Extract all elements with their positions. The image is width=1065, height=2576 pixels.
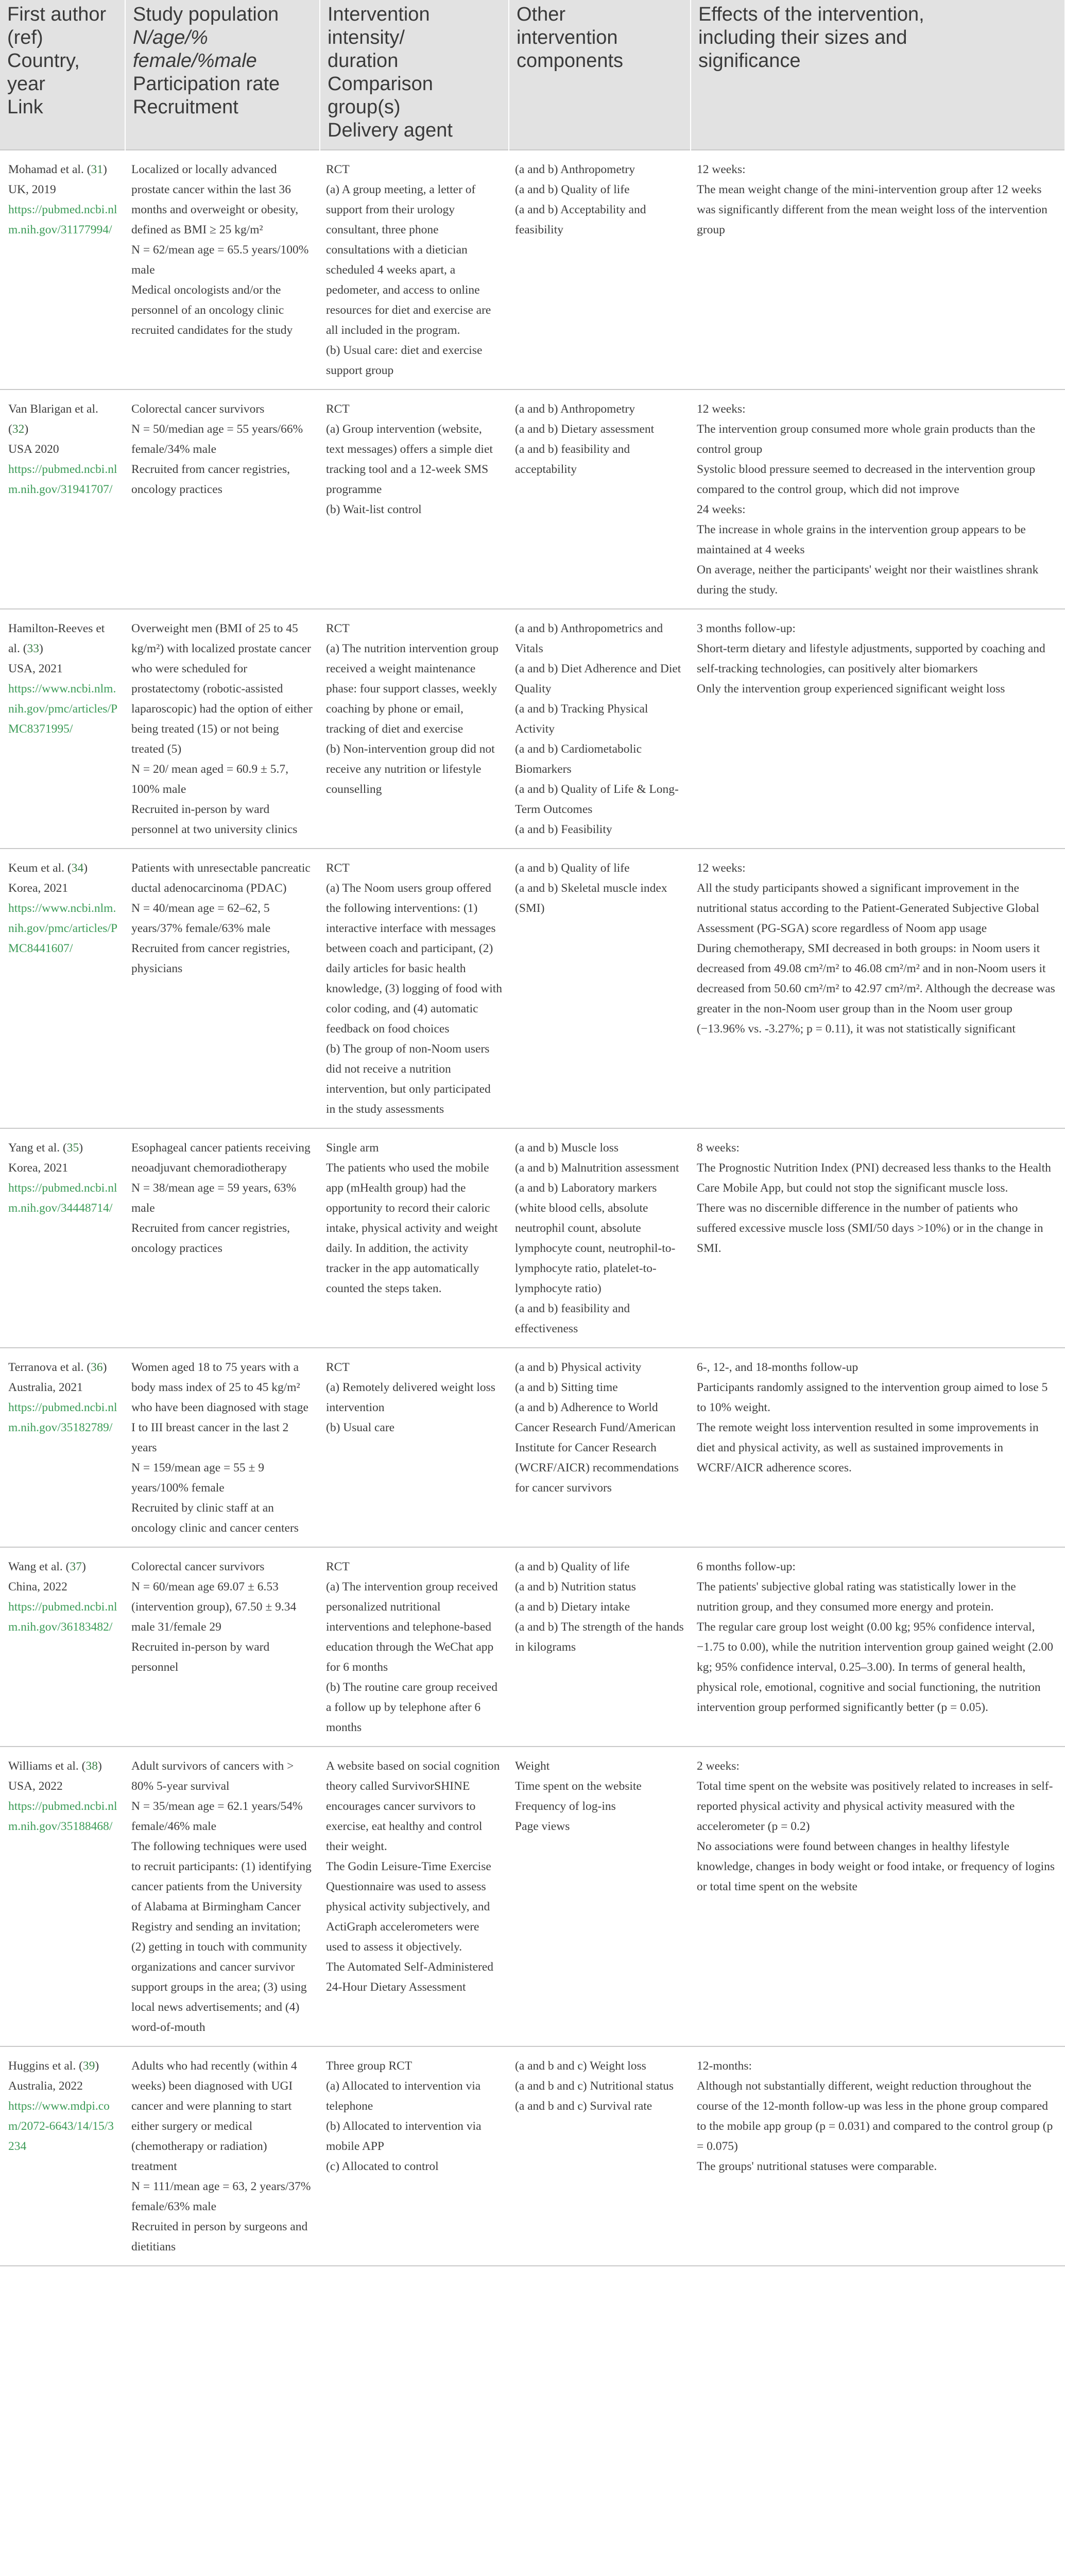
effect-text: 8 weeks: [697,1141,740,1155]
cell-intervention [320,389,509,609]
effect-text: The regular care group lost weight (0.00 kg; 95% confidence interval, −1.75 to 0.00), while the nutrition intervention group gained weight (2.00 kg; 95% confidence interval, 0.25–3.00). In terms of general health, physical role, emotional, cognitive and social functioning, the nutrition intervention group performed significantly better (p = 0.05). [697,1620,1054,1714]
cell-effects [691,1348,1065,1547]
population-text: N = 111/mean age = 63, 2 years/37% female/63% male [131,2180,311,2213]
cell-components [509,849,691,1128]
header-author-country-link [0,0,125,150]
cell-population [125,609,320,849]
effect-text: Systolic blood pressure seemed to decreased in the intervention group compared to the control group, which did not improve [697,463,1036,496]
component-item: (a and b) Tracking Physical Activity [515,702,648,736]
intervention-text: The patients who used the mobile app (mHealth group) had the opportunity to record their caloric intake, physical activity and weight daily. In addition, the activity tracker in the app automatically counted the steps taken. [326,1161,498,1295]
effect-text: The increase in whole grains in the intervention group appears to be maintained at 4 weeks [697,523,1026,556]
study-link[interactable]: https://www.ncbi.nlm.nih.gov/pmc/articles/PMC8371995/ [8,682,118,736]
reference-link[interactable]: 37 [70,1560,82,1573]
table-row [0,2046,1065,2266]
author-name: Terranova et al. ( [8,1361,91,1374]
table-body [0,150,1065,2266]
header-text: Effects of the intervention, [698,4,924,25]
population-text: N = 159/mean age = 55 ± 9 years/100% female [131,1461,265,1495]
cell-intervention [320,2046,509,2266]
component-item: (a and b) Dietary assessment [515,422,655,436]
intervention-text: (a) A group meeting, a letter of support from their urology consultant, three phone consultations with a dietician scheduled 4 weeks apart, a pedometer, and access to online resources for diet and exercise are all included in the program. [326,183,491,337]
intervention-text: The Godin Leisure-Time Exercise Questionnaire was used to assess physical activity subjectively, and ActiGraph accelerometers were used to assess it objectively. [326,1860,491,1954]
intervention-text: (a) The intervention group received personalized nutritional interventions and telephone-based education through the WeChat app for 6 months [326,1580,498,1674]
cell-population [125,1747,320,2046]
header-text: duration Comparison [328,50,433,95]
cell-author [0,2046,125,2266]
study-link[interactable]: https://pubmed.ncbi.nlm.nih.gov/31941707/ [8,463,117,496]
reference-link[interactable]: 34 [71,861,84,875]
header-text: First author (ref) [7,4,107,48]
effect-text: Only the intervention group experienced significant weight loss [697,682,1005,696]
table-row [0,150,1065,389]
intervention-text: (c) Allocated to control [326,2160,439,2173]
author-close-paren: ) [103,163,107,176]
author-line [8,1138,119,1158]
component-item: (a and b) Adherence to World Cancer Research Fund/American Institute for Cancer Research (WCRF/AICR) recommendations for cancer survivors [515,1401,679,1495]
population-text: Recruited in-person by ward personnel [131,1640,270,1674]
header-text: Study population [133,4,279,25]
study-link[interactable]: https://www.mdpi.com/2072-6643/14/15/3234 [8,2099,114,2153]
population-text: Recruited in-person by ward personnel at two university clinics [131,803,298,836]
country-year: Korea, 2021 [8,1161,68,1175]
cell-components [509,1348,691,1547]
cell-author [0,609,125,849]
country-year: Australia, 2022 [8,2079,83,2093]
table-header [0,0,1065,150]
header-text: Recruitment [133,96,238,118]
intervention-text: (b) The group of non-Noom users did not receive a nutrition intervention, but only participated in the study assessments [326,1042,491,1116]
header-text: components [517,50,624,72]
header-intervention [320,0,509,150]
component-item: (a and b) Quality of life [515,861,630,875]
cell-effects [691,609,1065,849]
population-text: Colorectal cancer survivors [131,402,265,416]
study-link[interactable]: https://pubmed.ncbi.nlm.nih.gov/35188468/ [8,1800,117,1833]
reference-link[interactable]: 36 [91,1361,103,1374]
component-item: (a and b) Dietary intake [515,1600,630,1614]
effect-text: On average, neither the participants' weight nor their waistlines shrank during the study. [697,563,1039,597]
effect-text: 3 months follow-up: [697,622,796,635]
cell-population [125,150,320,389]
header-text: N/age/% [133,27,208,48]
intervention-text: RCT [326,622,350,635]
author-line [8,2056,119,2076]
reference-link[interactable]: 33 [27,642,40,655]
effect-text: 6 months follow-up: [697,1560,796,1573]
effect-text: The patients' subjective global rating was statistically lower in the nutrition group, and they consumed more energy and protein. [697,1580,1016,1614]
population-text: N = 20/ mean aged = 60.9 ± 5.7, 100% male [131,762,289,796]
population-text: N = 60/mean age 69.07 ± 6.53 (intervention group), 67.50 ± 9.34 male 31/female 29 [131,1580,297,1634]
intervention-text: (a) Remotely delivered weight loss intervention [326,1381,495,1414]
author-close-paren: ) [102,1361,107,1374]
component-item: (a and b and c) Nutritional status [515,2079,674,2093]
author-name: Yang et al. ( [8,1141,67,1155]
table-row [0,1747,1065,2046]
country-year: China, 2022 [8,1580,67,1594]
effect-text: The intervention group consumed more whole grain products than the control group [697,422,1036,456]
effect-text: There was no discernible difference in the number of patients who suffered excessive muscle loss (SMI/50 days >10%) or in the change in SMI. [697,1201,1043,1255]
population-text: N = 62/mean age = 65.5 years/100% male [131,243,309,277]
intervention-text: RCT [326,1560,350,1573]
intervention-text: (a) The nutrition intervention group received a weight maintenance phase: four support classes, weekly coaching by phone or email, tracking of diet and exercise [326,642,499,736]
table-row [0,1128,1065,1348]
cell-components [509,150,691,389]
country-year: Australia, 2021 [8,1381,83,1394]
cell-population [125,1348,320,1547]
component-item: (a and b) Sitting time [515,1381,618,1394]
population-text: Patients with unresectable pancreatic ductal adenocarcinoma (PDAC) [131,861,311,895]
cell-author [0,1547,125,1747]
cell-effects [691,1128,1065,1348]
cell-population [125,389,320,609]
population-text: Recruited from cancer registries, oncology practices [131,463,290,496]
author-name: Keum et al. ( [8,861,72,875]
author-line [8,1756,119,1776]
header-text: Participation rate [133,73,280,95]
author-line [8,399,119,439]
country-year: UK, 2019 [8,183,56,196]
cell-intervention [320,1747,509,2046]
intervention-text: (a) Allocated to intervention via telephone [326,2079,481,2113]
cell-intervention [320,150,509,389]
author-name: Huggins et al. ( [8,2059,83,2073]
component-item: (a and b) Anthropometry [515,163,635,176]
intervention-text: (b) The routine care group received a follow up by telephone after 6 months [326,1681,497,1734]
table-row [0,849,1065,1128]
author-close-paren: ) [95,2059,99,2073]
study-link[interactable]: https://www.ncbi.nlm.nih.gov/pmc/articles/PMC8441607/ [8,902,118,955]
population-text: Adult survivors of cancers with > 80% 5-year survival [131,1759,294,1793]
effect-text: Participants randomly assigned to the intervention group aimed to lose 5 to 10% weight. [697,1381,1048,1414]
effect-text: The groups' nutritional statuses were comparable. [697,2160,937,2173]
component-item: (a and b) The strength of the hands in kilograms [515,1620,684,1654]
intervention-text: RCT [326,402,350,416]
header-text: group(s) [328,96,401,118]
cell-components [509,609,691,849]
cell-author [0,1747,125,2046]
population-text: N = 40/mean age = 62–62, 5 years/37% female/63% male [131,902,271,935]
component-item: (a and b) Anthropometrics and Vitals [515,622,663,655]
population-text: Women aged 18 to 75 years with a body mass index of 25 to 45 kg/m² who have been diagnosed with stage I to III breast cancer in the last 2 years [131,1361,308,1454]
effect-text: 12 weeks: [697,402,746,416]
cell-intervention [320,1547,509,1747]
intervention-text: (b) Usual care [326,1421,395,1434]
header-effects [691,0,1065,150]
header-text: Intervention intensity/ [328,4,430,48]
component-item: (a and b) feasibility and effectiveness [515,1302,630,1335]
effect-text: 12-months: [697,2059,752,2073]
author-close-paren: ) [39,642,43,655]
country-year: Korea, 2021 [8,882,68,895]
intervention-text: RCT [326,861,350,875]
cell-components [509,2046,691,2266]
author-close-paren: ) [79,1141,83,1155]
intervention-text: (b) Non-intervention group did not receive any nutrition or lifestyle counselling [326,742,495,796]
header-study-population [125,0,320,150]
cell-effects [691,389,1065,609]
reference-link[interactable]: 32 [12,422,25,436]
population-text: Recruited in person by surgeons and dietitians [131,2220,308,2253]
population-text: The following techniques were used to recruit participants: (1) identifying cancer patients from the University of Alabama at Birmingham Cancer Registry and sending an invitation; (2) getting in touch with community organizations and cancer survivor support groups in the area; (3) using local news advertisements; and (4) word-of-mouth [131,1840,312,2034]
study-link[interactable]: https://pubmed.ncbi.nlm.nih.gov/34448714/ [8,1181,117,1215]
effect-text: All the study participants showed a significant improvement in the nutritional status according to the Patient-Generated Subjective Global Assessment (PG-SGA) score regardless of Noom app usage [697,882,1039,935]
intervention-text: Single arm [326,1141,379,1155]
header-text: Link [7,96,43,118]
component-item: (a and b) Quality of life [515,1560,630,1573]
cell-intervention [320,849,509,1128]
cell-population [125,1128,320,1348]
component-item: (a and b) Malnutrition assessment [515,1161,679,1175]
component-item: (a and b) Muscle loss [515,1141,619,1155]
author-line [8,1358,119,1378]
component-item: (a and b) Laboratory markers (white blood cells, absolute neutrophil count, absolute lymphocyte count, neutrophil-to-lymphocyte ratio, platelet-to-lymphocyte ratio) [515,1181,676,1295]
intervention-text: (a) Group intervention (website, text messages) offers a simple diet tracking tool and a 12-week SMS programme [326,422,493,496]
component-item: (a and b) Diet Adherence and Diet Quality [515,662,681,696]
cell-effects [691,150,1065,389]
component-item: (a and b) feasibility and acceptability [515,443,630,476]
header-text: Delivery agent [328,120,453,141]
effect-text: Although not substantially different, weight reduction throughout the course of the 12-month follow-up was less in the phone group compared to the mobile app group (p = 0.031) and compared to the control group (p = 0.075) [697,2079,1053,2153]
cell-intervention [320,1348,509,1547]
effect-text: The remote weight loss intervention resulted in some improvements in diet and physical activity, as well as sustained improvements in WCRF/AICR adherence scores. [697,1421,1039,1475]
author-line [8,1557,119,1577]
cell-components [509,1128,691,1348]
reference-link[interactable]: 38 [85,1759,98,1773]
component-item: Time spent on the website [515,1780,642,1793]
population-text: Overweight men (BMI of 25 to 45 kg/m²) with localized prostate cancer who were scheduled for prostatectomy (robotic-assisted laparoscopic) had the option of either being treated (15) or not being treated (5) [131,622,313,756]
effect-text: 6-, 12-, and 18-months follow-up [697,1361,858,1374]
cell-effects [691,849,1065,1128]
header-text: significance [698,50,801,72]
population-text: Medical oncologists and/or the personnel of an oncology clinic recruited candidates for the study [131,283,293,337]
table-row [0,609,1065,849]
component-item: (a and b) Physical activity [515,1361,642,1374]
effect-text: Short-term dietary and lifestyle adjustments, supported by coaching and self-tracking technologies, can positively alter biomarkers [697,642,1045,675]
effect-text: 12 weeks: [697,861,746,875]
cell-intervention [320,609,509,849]
population-text: N = 38/mean age = 59 years, 63% male [131,1181,297,1215]
component-item: (a and b and c) Survival rate [515,2099,652,2113]
header-text: Country, year [7,50,80,95]
component-item: (a and b) Acceptability and feasibility [515,203,646,236]
effect-text: 12 weeks: [697,163,746,176]
population-text: Colorectal cancer survivors [131,1560,265,1573]
effect-text: The Prognostic Nutrition Index (PNI) decreased less thanks to the Health Care Mobile App, but could not stop the significant muscle loss. [697,1161,1051,1195]
intervention-text: (b) Usual care: diet and exercise support group [326,344,483,377]
header-text: intervention [517,27,618,48]
cell-components [509,1547,691,1747]
cell-components [509,389,691,609]
component-item: (a and b) Feasibility [515,823,612,836]
component-item: (a and b and c) Weight loss [515,2059,646,2073]
cell-author [0,150,125,389]
cell-author [0,849,125,1128]
intervention-text: RCT [326,163,350,176]
population-text: Adults who had recently (within 4 weeks) been diagnosed with UGI cancer and were planning to start either surgery or medical (chemotherapy or radiation) treatment [131,2059,297,2173]
population-text: Recruited from cancer registries, oncology practices [131,1222,290,1255]
author-line [8,858,119,878]
population-text: Localized or locally advanced prostate cancer within the last 36 months and overweight or obesity, defined as BMI ≥ 25 kg/m² [131,163,299,236]
effect-text: 24 weeks: [697,503,746,516]
country-year: USA 2020 [8,443,59,456]
cell-population [125,1547,320,1747]
cell-effects [691,2046,1065,2266]
header-row [0,0,1065,150]
component-item: (a and b) Quality of life [515,183,630,196]
population-text: Esophageal cancer patients receiving neoadjuvant chemoradiotherapy [131,1141,311,1175]
cell-author [0,1128,125,1348]
intervention-text: (a) The Noom users group offered the following interventions: (1) interactive interface with messages between coach and participant, (2) daily articles for basic health knowledge, (3) logging of food with color coding, and (4) automatic feedback on food choices [326,882,503,1036]
cell-intervention [320,1128,509,1348]
country-year: USA, 2022 [8,1780,63,1793]
intervention-text: A website based on social cognition theory called SurvivorSHINE encourages cancer survivors to exercise, eat healthy and control their weight. [326,1759,500,1853]
cell-author [0,1348,125,1547]
cell-population [125,849,320,1128]
population-text: N = 35/mean age = 62.1 years/54% female/46% male [131,1800,303,1833]
reference-link[interactable]: 31 [91,163,104,176]
header-text: female/%male [133,50,257,72]
component-item: (a and b) Quality of Life & Long-Term Outcomes [515,783,679,816]
effect-text: 2 weeks: [697,1759,740,1773]
cell-effects [691,1547,1065,1747]
intervention-text: RCT [326,1361,350,1374]
study-link[interactable]: https://pubmed.ncbi.nlm.nih.gov/35182789/ [8,1401,117,1434]
effect-text: Total time spent on the website was positively related to increases in self-reported physical activity and physical activity measured with the accelerometer (p = 0.2) [697,1780,1053,1833]
population-text: N = 50/median age = 55 years/66% female/34% male [131,422,303,456]
reference-link[interactable]: 39 [82,2059,95,2073]
table-row [0,1348,1065,1547]
table-row [0,1547,1065,1747]
study-link[interactable]: https://pubmed.ncbi.nlm.nih.gov/36183482/ [8,1600,117,1634]
author-name: Van Blarigan et al. ( [8,402,98,436]
cell-author [0,389,125,609]
component-item: Page views [515,1820,570,1833]
header-text: Other [517,4,566,25]
effect-text: During chemotherapy, SMI decreased in both groups: in Noom users it decreased from 49.08 cm²/m² to 46.08 cm²/m² and in non-Noom users it decreased from 50.60 cm²/m² to 42.97 cm²/m². Although the decrease was greater in the non-Noom user group than in the Noom user group (−13.96% vs. -3.27%; p = 0.11), it was not statistically significant [697,942,1055,1036]
intervention-text: Three group RCT [326,2059,413,2073]
cell-components [509,1747,691,2046]
component-item: (a and b) Anthropometry [515,402,635,416]
intervention-text: The Automated Self-Administered 24-Hour Dietary Assessment [326,1960,494,1994]
intervention-text: (b) Allocated to intervention via mobile APP [326,2120,482,2153]
table-row [0,389,1065,609]
author-name: Hamilton-Reeves et al. ( [8,622,105,655]
cell-effects [691,1747,1065,2046]
header-text: including their sizes and [698,27,907,48]
author-line [8,160,119,180]
component-item: (a and b) Cardiometabolic Biomarkers [515,742,642,776]
author-name: Wang et al. ( [8,1560,70,1573]
header-other-components [509,0,691,150]
effect-text: The mean weight change of the mini-intervention group after 12 weeks was significantly different from the mean weight loss of the intervention group [697,183,1047,236]
component-item: (a and b) Nutrition status [515,1580,636,1594]
author-close-paren: ) [83,861,88,875]
author-name: Mohamad et al. ( [8,163,91,176]
study-link[interactable]: https://pubmed.ncbi.nlm.nih.gov/31177994/ [8,203,117,236]
effect-text: No associations were found between changes in healthy lifestyle knowledge, changes in body weight or food intake, or frequency of logins or total time spent on the website [697,1840,1055,1893]
author-close-paren: ) [81,1560,86,1573]
author-line [8,619,119,659]
population-text: Recruited from cancer registries, physicians [131,942,290,975]
intervention-text: (b) Wait-list control [326,503,422,516]
component-item: Frequency of log-ins [515,1800,616,1813]
component-item: Weight [515,1759,550,1773]
cell-population [125,2046,320,2266]
author-close-paren: ) [97,1759,102,1773]
component-item: (a and b) Skeletal muscle index (SMI) [515,882,667,915]
country-year: USA, 2021 [8,662,63,675]
author-name: Williams et al. ( [8,1759,86,1773]
population-text: Recruited by clinic staff at an oncology clinic and cancer centers [131,1501,299,1535]
reference-link[interactable]: 35 [66,1141,79,1155]
author-close-paren: ) [24,422,29,436]
